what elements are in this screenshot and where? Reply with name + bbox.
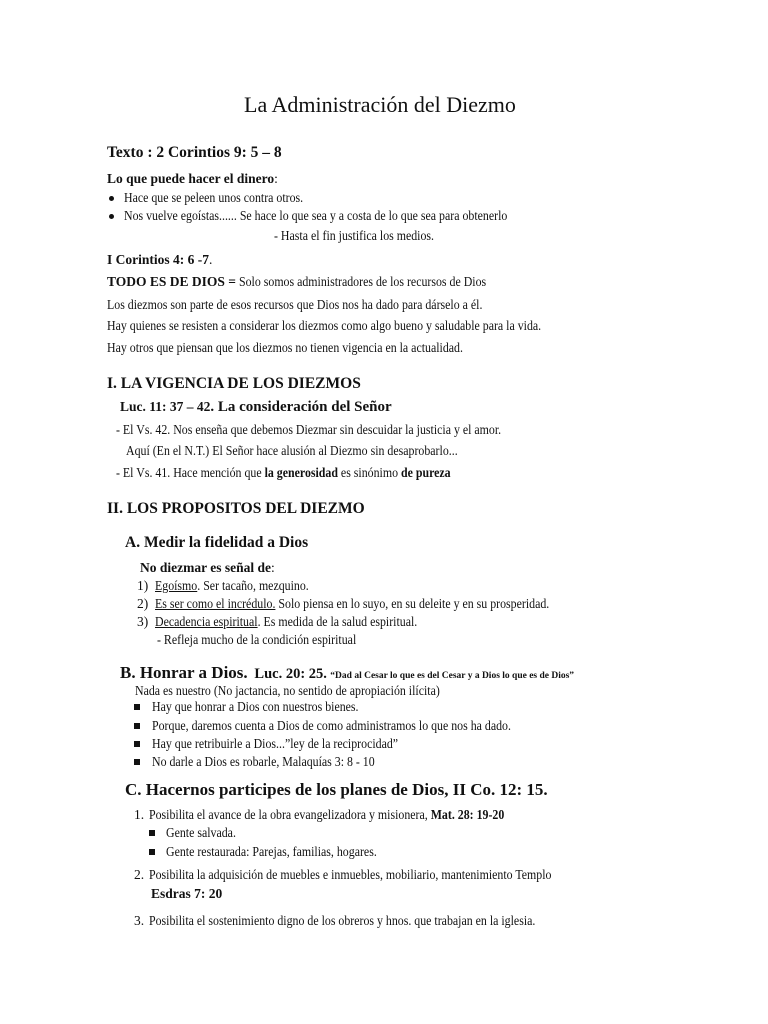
numbered-item-text: Posibilita la adquisición de muebles e inmuebles, mobiliario, mantenimiento Templo: [149, 867, 552, 882]
numbered-item-text: Es ser como el incrédulo. Solo piensa en lo suyo, en su deleite y en su prosperidad.: [155, 596, 550, 611]
section-heading-2: II. LOS PROPOSITOS DEL DIEZMO: [107, 500, 365, 517]
paragraph-line: Nada es nuestro (No jactancia, no sentido de apropiación ilícita): [135, 683, 440, 698]
no-diezmar-label: No diezmar es señal de:: [140, 560, 275, 575]
luc-line: Luc. 11: 37 – 42. La consideración del Señor: [120, 399, 392, 415]
bullet-dot: [109, 214, 114, 219]
square-bullet: [134, 723, 140, 729]
list-item: No darle a Dios es robarle, Malaquías 3: 8 - 10: [152, 754, 375, 769]
list-item: Porque, daremos cuenta a Dios de como administramos lo que nos ha dado.: [152, 718, 511, 733]
numbered-item-text: Posibilita el sostenimiento digno de los obreros y hnos. que trabajan en la iglesia.: [149, 913, 536, 928]
bullet-dot: [109, 196, 114, 201]
corintios-ref: I Corintios 4: 6 -7.: [107, 252, 213, 267]
dinero-heading: [107, 171, 278, 187]
numbered-item-text: Posibilita el avance de la obra evangelizadora y misionera, Mat. 28: 19-20: [149, 807, 505, 822]
numbered-item: 1.: [134, 807, 145, 822]
numbered-item-text: Egoísmo. Ser tacaño, mezquino.: [155, 578, 309, 593]
list-item-continuation: - Hasta el fin justifica los medios.: [274, 228, 435, 243]
square-bullet: [134, 704, 140, 710]
paragraph-line: - El Vs. 41. Hace mención que la generosidad es sinónimo de pureza: [116, 465, 451, 480]
square-bullet: [149, 830, 155, 836]
section-heading-1: I. LA VIGENCIA DE LOS DIEZMOS: [107, 375, 361, 392]
square-bullet: [149, 849, 155, 855]
page-title: La Administración del Diezmo: [244, 92, 516, 117]
list-item: Hay que honrar a Dios con nuestros bienes.: [152, 699, 359, 714]
list-item: Hace que se peleen unos contra otros.: [124, 190, 304, 205]
list-item: Gente salvada.: [166, 825, 236, 840]
numbered-item: 3): [137, 614, 149, 629]
list-item: Gente restaurada: Parejas, familias, hogares.: [166, 844, 377, 859]
subsection-a-heading: A. Medir la fidelidad a Dios: [125, 534, 309, 551]
texto-reference: Texto : 2 Corintios 9: 5 – 8: [107, 144, 282, 161]
numbered-item: 2): [137, 596, 149, 611]
dinero-colon: :: [274, 171, 278, 186]
paragraph-line: Aquí (En el N.T.) El Señor hace alusión al Diezmo sin desaprobarlo...: [126, 443, 458, 458]
square-bullet: [134, 759, 140, 765]
list-item: Nos vuelve egoístas...... Se hace lo que sea y a costa de lo que sea para obtenerlo: [124, 208, 508, 223]
numbered-item: 3.: [134, 913, 145, 928]
subsection-b-heading: B. Honrar a Dios. Luc. 20: 25. “Dad al Cesar lo que es del Cesar y a Dios lo que es de Dios”: [120, 663, 575, 682]
square-bullet: [134, 741, 140, 747]
subsection-c-heading: C. Hacernos participes de los planes de Dios, II Co. 12: 15.: [125, 780, 548, 799]
numbered-item-text: Decadencia espiritual. Es medida de la salud espiritual.: [155, 614, 418, 629]
paragraph-line: Hay otros que piensan que los diezmos no tienen vigencia en la actualidad.: [107, 340, 463, 355]
esdras-ref: Esdras 7: 20: [151, 886, 223, 901]
paragraph-line: Hay quienes se resisten a considerar los diezmos como algo bueno y saludable para la vida.: [107, 318, 542, 333]
list-item: Hay que retribuirle a Dios...”ley de la reciprocidad”: [152, 736, 399, 751]
paragraph-line: Los diezmos son parte de esos recursos que Dios nos ha dado para dárselo a él.: [107, 297, 483, 312]
numbered-item-continuation: - Refleja mucho de la condición espiritual: [157, 632, 357, 647]
numbered-item: 1): [137, 578, 149, 593]
paragraph-line: - El Vs. 42. Nos enseña que debemos Diezmar sin descuidar la justicia y el amor.: [116, 422, 502, 437]
todo-es-de-dios: TODO ES DE DIOS = Solo somos administradores de los recursos de Dios: [107, 274, 487, 289]
dinero-label: Lo que puede hacer el dinero: [107, 171, 275, 186]
numbered-item: 2.: [134, 867, 145, 882]
